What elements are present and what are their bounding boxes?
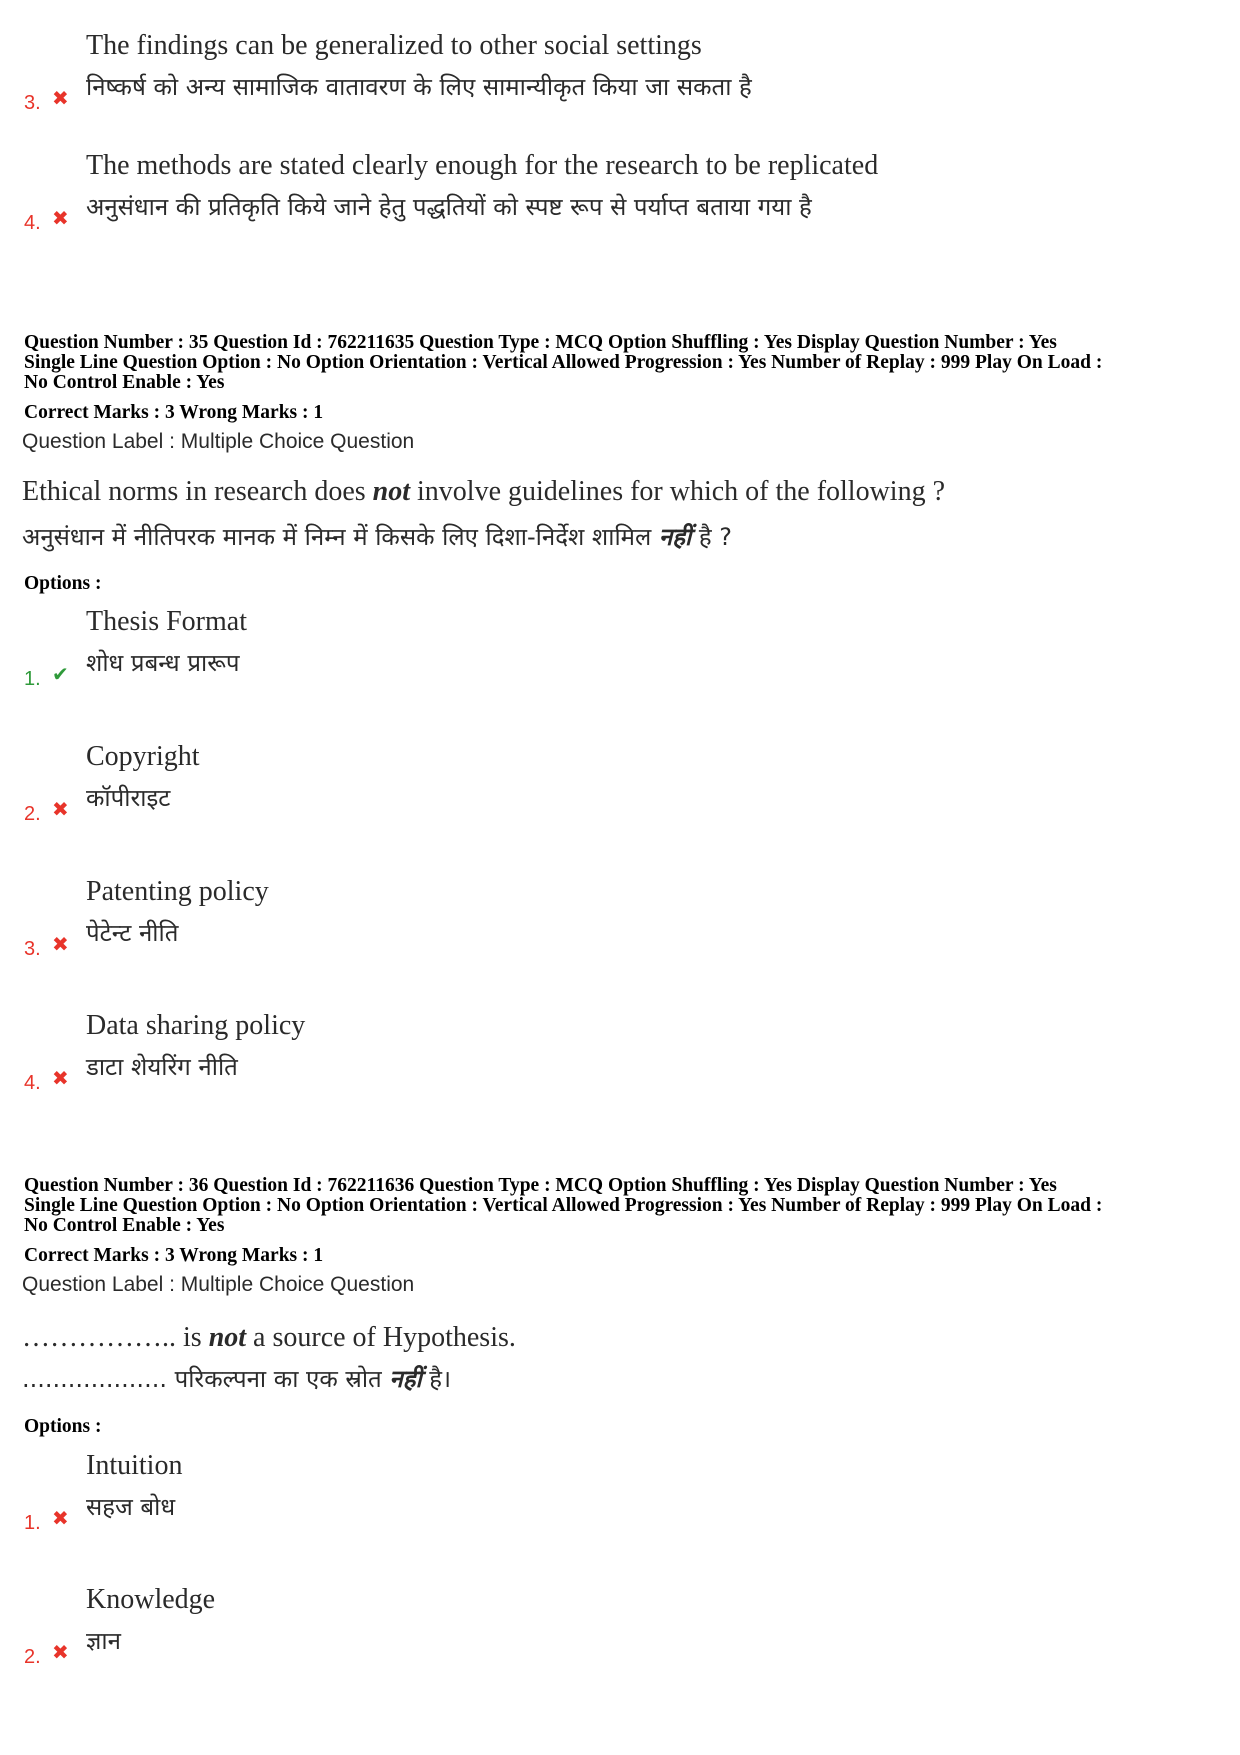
options-label: Options : — [24, 1416, 102, 1437]
marks-line: Correct Marks : 3 Wrong Marks : 1 — [24, 1245, 324, 1266]
option-4-wrong — [22, 150, 1202, 260]
option-text-en: Intuition — [86, 1450, 183, 1481]
meta-line: Single Line Question Option : No Option Orientation : Vertical Allowed Progression : Yes Number of Replay : 999 Play On Load : — [24, 1195, 1103, 1216]
cross-icon: ✖ — [52, 1640, 69, 1664]
meta-line: Question Number : 35 Question Id : 762211635 Question Type : MCQ Option Shuffling : Yes Display Question Number : Yes — [24, 332, 1057, 353]
option-number: 3. — [24, 938, 41, 960]
option-text-hi: सहज बोध — [86, 1493, 176, 1521]
option-number: 3. — [24, 92, 41, 114]
cross-icon: ✖ — [52, 932, 69, 956]
meta-line: Question Number : 36 Question Id : 762211636 Question Type : MCQ Option Shuffling : Yes Display Question Number : Yes — [24, 1175, 1057, 1196]
option-text-en: The methods are stated clearly enough for the research to be replicated — [86, 150, 879, 181]
option-3-wrong — [22, 30, 1202, 140]
cross-icon: ✖ — [52, 1506, 69, 1530]
cross-icon: ✖ — [52, 1066, 69, 1090]
option-1-correct — [22, 606, 1202, 716]
option-text-en: Thesis Format — [86, 606, 247, 637]
option-text-en: Data sharing policy — [86, 1010, 306, 1041]
option-2-wrong — [22, 741, 1202, 851]
option-2-wrong — [22, 1584, 1202, 1694]
option-text-hi: डाटा शेयरिंग नीति — [86, 1053, 238, 1081]
check-icon: ✔ — [52, 662, 69, 686]
option-number: 1. — [24, 668, 41, 690]
meta-line: No Control Enable : Yes — [24, 1215, 225, 1236]
option-text-en: Copyright — [86, 741, 200, 772]
option-text-hi: अनुसंधान की प्रतिकृति किये जाने हेतु पद्धतियों को स्पष्ट रूप से पर्याप्त बताया गया है — [86, 193, 812, 221]
question-label: Question Label : Multiple Choice Question — [22, 1273, 415, 1296]
option-text-hi: ज्ञान — [86, 1627, 121, 1655]
meta-line: No Control Enable : Yes — [24, 372, 225, 393]
option-number: 2. — [24, 803, 41, 825]
option-1-wrong — [22, 1450, 1202, 1560]
option-4-wrong — [22, 1010, 1202, 1120]
cross-icon: ✖ — [52, 86, 69, 110]
cross-icon: ✖ — [52, 797, 69, 821]
option-number: 1. — [24, 1512, 41, 1534]
cross-icon: ✖ — [52, 206, 69, 230]
question-text-en: Ethical norms in research does not involve guidelines for which of the following ? — [22, 476, 946, 507]
option-text-en: The findings can be generalized to other social settings — [86, 30, 702, 61]
option-number: 2. — [24, 1646, 41, 1668]
option-text-hi: कॉपीराइट — [86, 784, 171, 812]
option-text-hi: पेटेन्ट नीति — [86, 919, 179, 947]
question-meta — [24, 333, 1219, 393]
options-label: Options : — [24, 573, 102, 594]
option-number: 4. — [24, 1072, 41, 1094]
question-meta — [24, 1176, 1219, 1236]
option-text-hi: शोध प्रबन्ध प्रारूप — [86, 649, 240, 677]
question-text-hi: ................... परिकल्पना का एक स्रोत नहीं है। — [22, 1365, 452, 1393]
option-text-en: Patenting policy — [86, 876, 269, 907]
meta-line: Single Line Question Option : No Option Orientation : Vertical Allowed Progression : Yes Number of Replay : 999 Play On Load : — [24, 352, 1103, 373]
option-number: 4. — [24, 212, 41, 234]
option-text-hi: निष्कर्ष को अन्य सामाजिक वातावरण के लिए सामान्यीकृत किया जा सकता है — [86, 73, 752, 101]
option-3-wrong — [22, 876, 1202, 986]
option-text-en: Knowledge — [86, 1584, 216, 1615]
question-text-en: …………….. is not a source of Hypothesis. — [22, 1322, 516, 1353]
question-text-hi: अनुसंधान में नीतिपरक मानक में निम्न में किसके लिए दिशा-निर्देश शामिल नहीं है ? — [22, 523, 732, 551]
question-label: Question Label : Multiple Choice Question — [22, 430, 415, 453]
marks-line: Correct Marks : 3 Wrong Marks : 1 — [24, 402, 324, 423]
